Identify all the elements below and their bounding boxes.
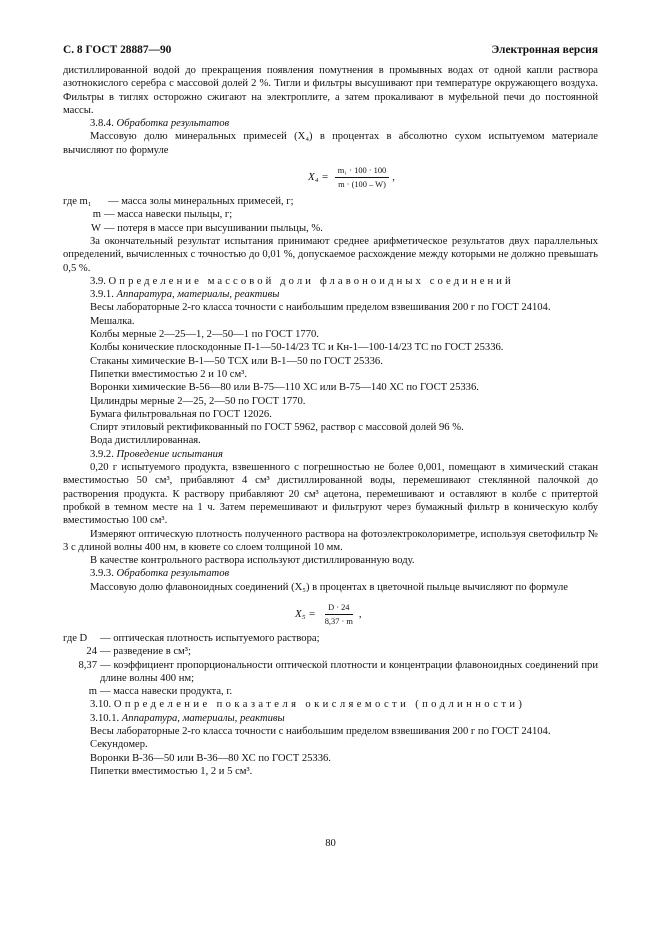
header-standard: С. 8 ГОСТ 28887—90: [63, 44, 172, 56]
section-heading: 3.9.1. Аппаратура, материалы, реактивы: [90, 289, 280, 301]
where-list: [63, 632, 598, 698]
equipment-item: Весы лабораторные 2-го класса точности с наибольшим пределом взвешивания 200 г по ГОСТ 24104.: [90, 302, 551, 314]
formula-denominator: m · (100 – W): [338, 180, 386, 190]
section-heading: 3.8.4. Обработка результатов: [90, 118, 230, 130]
equipment-item: Мешалка.: [90, 315, 135, 327]
formula-x5: X₅ = $\frac{D \cdot 24}{8,37 \cdot m}$ ,: [295, 602, 362, 626]
paragraph: Измеряют оптическую плотность полученного раствора на фотоэлектроколориметре, используя светофильтр № 3 с длиной волны 400 нм, в кювете со слоем толщиной 10 мм.: [63, 528, 598, 553]
where-list: [63, 195, 598, 235]
where-item: где m₁ — масса золы минеральных примесей, г;: [63, 196, 294, 208]
formula-numerator: m₁ · 100 · 100: [335, 165, 390, 178]
section-heading: 3.9.3. Обработка результатов: [90, 568, 230, 580]
paragraph: В качестве контрольного раствора используют дистиллированную воду.: [90, 555, 415, 567]
section-heading: 3.9. Определение массовой доли флавоноидных соединений: [90, 275, 514, 287]
equipment-item: Колбы мерные 2—25—1, 2—50—1 по ГОСТ 1770.: [90, 329, 319, 341]
formula-lhs: X₄ =: [308, 170, 329, 183]
where-item: 8,37 — коэффициент пропорциональности оптической плотности и концентрации флавоноидных соединений при длине волны 400 нм;: [78, 659, 598, 684]
equipment-item: Воронки В-36—50 или В-36—80 ХС по ГОСТ 25336.: [90, 752, 331, 764]
section-heading: 3.9.2. Проведение испытания: [90, 448, 223, 460]
where-item: 24 — разведение в см³;: [86, 646, 191, 658]
header-edition: Электронная версия: [491, 44, 598, 56]
page-body: [63, 64, 598, 778]
formula-lhs: X₅ =: [295, 607, 316, 620]
where-item: W — потеря в массе при высушивании пыльцы, %.: [91, 222, 323, 234]
formula-denominator: 8,37 · m: [324, 616, 353, 626]
equipment-item: Пипетки вместимостью 2 и 10 см³.: [90, 368, 248, 380]
paragraph: Массовую долю минеральных примесей (X₄) в процентах в абсолютно сухом испытуемом материале вычисляют по формуле: [63, 131, 598, 156]
equipment-item: Вода дистиллированная.: [90, 435, 201, 447]
formula-x4: X₄ = $\frac{\text{m₁ · 100 · 100}}{m \cdot (100 - W)}$ ,: [308, 166, 395, 190]
equipment-item: Пипетки вместимостью 1, 2 и 5 см³.: [90, 765, 253, 777]
where-item: m — масса навески пыльцы, г;: [92, 209, 233, 221]
paragraph: За окончательный результат испытания принимают среднее арифметическое результатов двух параллельных определений, вычисленных с точностью до 0,01 %, допускаемое расхождение между которыми не должно превышать 0,5 %.: [63, 235, 598, 274]
equipment-item: Секундомер.: [90, 739, 148, 751]
equipment-item: Спирт этиловый ректификованный по ГОСТ 5962, раствор с массовой долей 96 %.: [90, 422, 464, 434]
section-heading: 3.10.1. Аппаратура, материалы, реактивы: [90, 712, 285, 724]
paragraph: Массовую долю флавоноидных соединений (X₅) в процентах в цветочной пыльце вычисляют по формуле: [90, 581, 568, 593]
paragraph: дистиллированной водой до прекращения появления помутнения в промывных водах от одной капли раствора азотнокислого серебра с массовой долей 2 %. Тигли и фильтры высушивают при температуре окружающего воздуха. Фильтры в тиглях осторожно сжигают на электроплите, а затем прокаливают в муфельной печи до постоянной массы.: [63, 65, 598, 116]
where-item: m — масса навески продукта, г.: [88, 686, 233, 698]
section-heading: 3.10. Определение показателя окисляемости (подлинности): [90, 699, 526, 711]
page-number: 80: [325, 838, 336, 849]
paragraph: 0,20 г испытуемого продукта, взвешенного с погрешностью не более 0,001, помещают в химический стакан вместимостью 50 см³, прибавляют 4 см³ дистиллированной воды, перемешивают стеклянной палочкой до растворения продукта. К раствору прибавляют 20 см³ ацетона, перемешивают и оставляют в колбе с притертой пробкой в темном месте на 1 ч. Затем перемешивают и фильтруют через бумажный фильтр в коническую колбу вместимостью 100 см³.: [63, 462, 598, 527]
equipment-item: Цилиндры мерные 2—25, 2—50 по ГОСТ 1770.: [90, 395, 306, 407]
equipment-item: Колбы конические плоскодонные П-1—50-14/23 ТС и Кн-1—100-14/23 ТС по ГОСТ 25336.: [90, 342, 504, 354]
equipment-item: Стаканы химические В-1—50 ТСХ или В-1—50 по ГОСТ 25336.: [90, 355, 383, 367]
equipment-item: Воронки химические В-56—80 или В-75—110 ХС или В-75—140 ХС по ГОСТ 25336.: [90, 382, 479, 394]
formula-numerator: D · 24: [325, 602, 352, 615]
equipment-item: Весы лабораторные 2-го класса точности с наибольшим пределом взвешивания 200 г по ГОСТ 24104.: [90, 726, 551, 738]
equipment-item: Бумага фильтровальная по ГОСТ 12026.: [90, 408, 272, 420]
where-item: где D — оптическая плотность испытуемого раствора;: [63, 632, 320, 644]
